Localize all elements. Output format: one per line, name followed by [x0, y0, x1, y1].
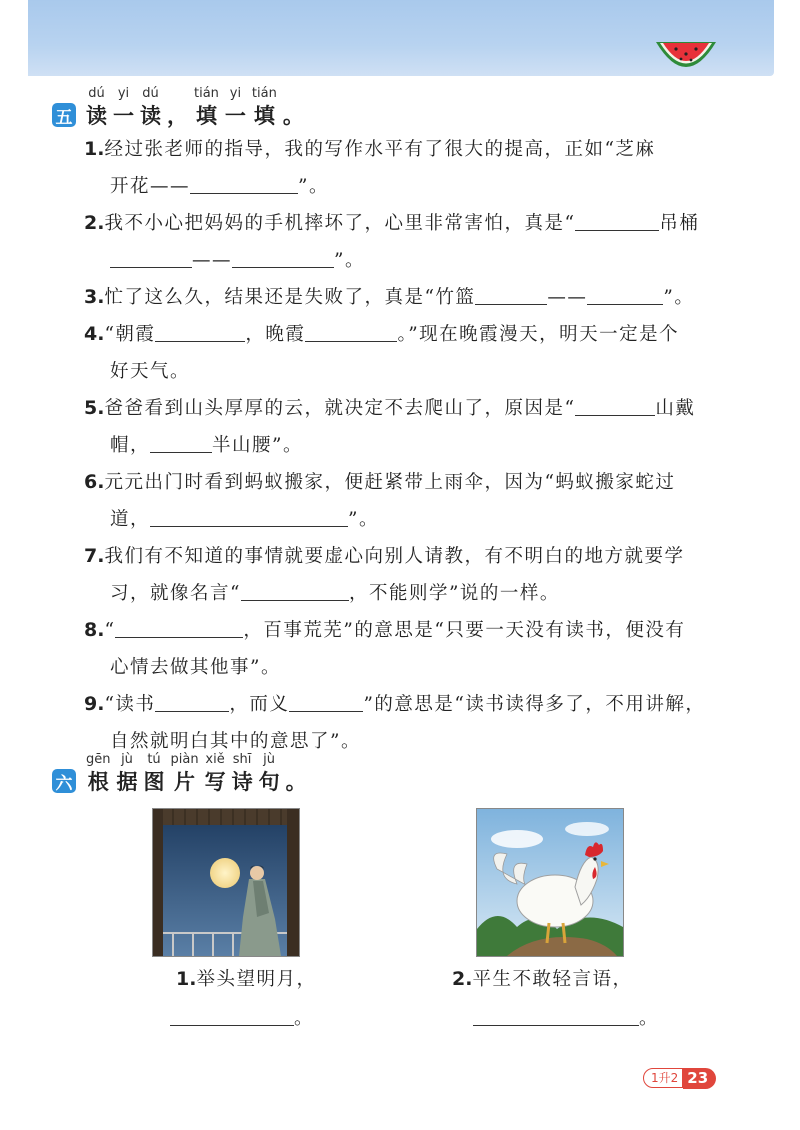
watermelon-icon — [654, 40, 718, 74]
answer-blank[interactable] — [155, 691, 229, 712]
answer-blank[interactable] — [190, 173, 298, 194]
title-char: gēn 根 — [86, 752, 111, 794]
answer-blank[interactable] — [170, 1005, 294, 1026]
poem-2-prompt: 2.平生不敢轻言语， — [452, 968, 633, 990]
title-char: piàn 片 — [170, 752, 199, 794]
answer-blank[interactable] — [587, 284, 663, 305]
title-char: tú 图 — [143, 752, 165, 794]
poem-2-answer: 。 — [473, 1004, 658, 1030]
title-char: dú 读 — [86, 86, 107, 128]
answer-blank[interactable] — [150, 506, 348, 527]
list-item: 2.我不小心把妈妈的手机摔坏了，心里非常害怕，真是“ 吊桶 —— ”。 — [84, 212, 700, 271]
answer-blank[interactable] — [575, 210, 659, 231]
answer-blank[interactable] — [305, 321, 397, 342]
section-5-badge: 五 — [52, 103, 76, 127]
title-char: yi 一 — [113, 86, 134, 128]
list-item: 6.元元出门时看到蚂蚁搬家，便赶紧带上雨伞，因为“蚂蚁搬家蛇过 道， ”。 — [84, 471, 676, 530]
list-item: 5.爸爸看到山头厚厚的云，就决定不去爬山了，原因是“ 山戴 帽， 半山腰”。 — [84, 397, 696, 456]
answer-blank[interactable] — [110, 247, 192, 268]
grade-label: 1升2 — [643, 1068, 683, 1088]
page-number: 23 — [683, 1068, 716, 1089]
title-char: shī 诗 — [231, 752, 253, 794]
title-char: dú 读 — [140, 86, 161, 128]
title-char: jù 句 — [258, 752, 280, 794]
title-char: tián 填 — [194, 86, 219, 128]
answer-blank[interactable] — [289, 691, 363, 712]
list-item: 3.忙了这么久，结果还是失败了，真是“竹篮 —— ”。 — [84, 286, 695, 308]
answer-blank[interactable] — [115, 617, 243, 638]
answer-blank[interactable] — [575, 395, 655, 416]
poem-1-prompt: 1.举头望明月， — [176, 968, 317, 990]
title-char: yi 一 — [224, 86, 246, 128]
title-char: xiě 写 — [204, 752, 226, 794]
list-item: 8.“ ，百事荒芜”的意思是“只要一天没有读书，便没有 心情去做其他事”。 — [84, 619, 686, 678]
list-item: 9.“读书 ，而义 ”的意思是“读书读得多了，不用讲解， 自然就明白其中的意思了”。 — [84, 693, 706, 752]
fill-in-list — [84, 131, 724, 760]
section-6-header — [52, 752, 313, 796]
answer-blank[interactable] — [241, 580, 349, 601]
section-6-badge: 六 — [52, 769, 76, 793]
list-item: 7.我们有不知道的事情就要虚心向别人请教，有不明白的地方就要学 习，就像名言“ ，不能则学”说的一样。 — [84, 545, 685, 604]
section-5-header — [52, 86, 310, 130]
section-6-title — [86, 752, 313, 796]
answer-blank[interactable] — [473, 1005, 639, 1026]
answer-blank[interactable] — [232, 247, 334, 268]
answer-blank[interactable] — [475, 284, 547, 305]
title-char: tián 填 — [251, 86, 277, 128]
rooster-picture — [476, 808, 624, 957]
section-5-title — [86, 86, 310, 130]
title-char: 。 — [282, 104, 304, 128]
title-char: jù 据 — [116, 752, 138, 794]
title-char: 。 — [285, 770, 307, 794]
poem-1-answer: 。 — [170, 1004, 313, 1030]
list-item: 1.经过张老师的指导，我的写作水平有了很大的提高，正如“芝麻 开花—— ”。 — [84, 138, 656, 197]
moon-gazing-picture — [152, 808, 300, 957]
title-char: ， — [167, 104, 188, 128]
page-number-badge — [643, 1067, 717, 1089]
list-item: 4.“朝霞 ，晚霞 。”现在晚霞漫天，明天一定是个 好天气。 — [84, 323, 680, 382]
answer-blank[interactable] — [150, 432, 212, 453]
top-banner — [28, 0, 774, 76]
answer-blank[interactable] — [155, 321, 245, 342]
